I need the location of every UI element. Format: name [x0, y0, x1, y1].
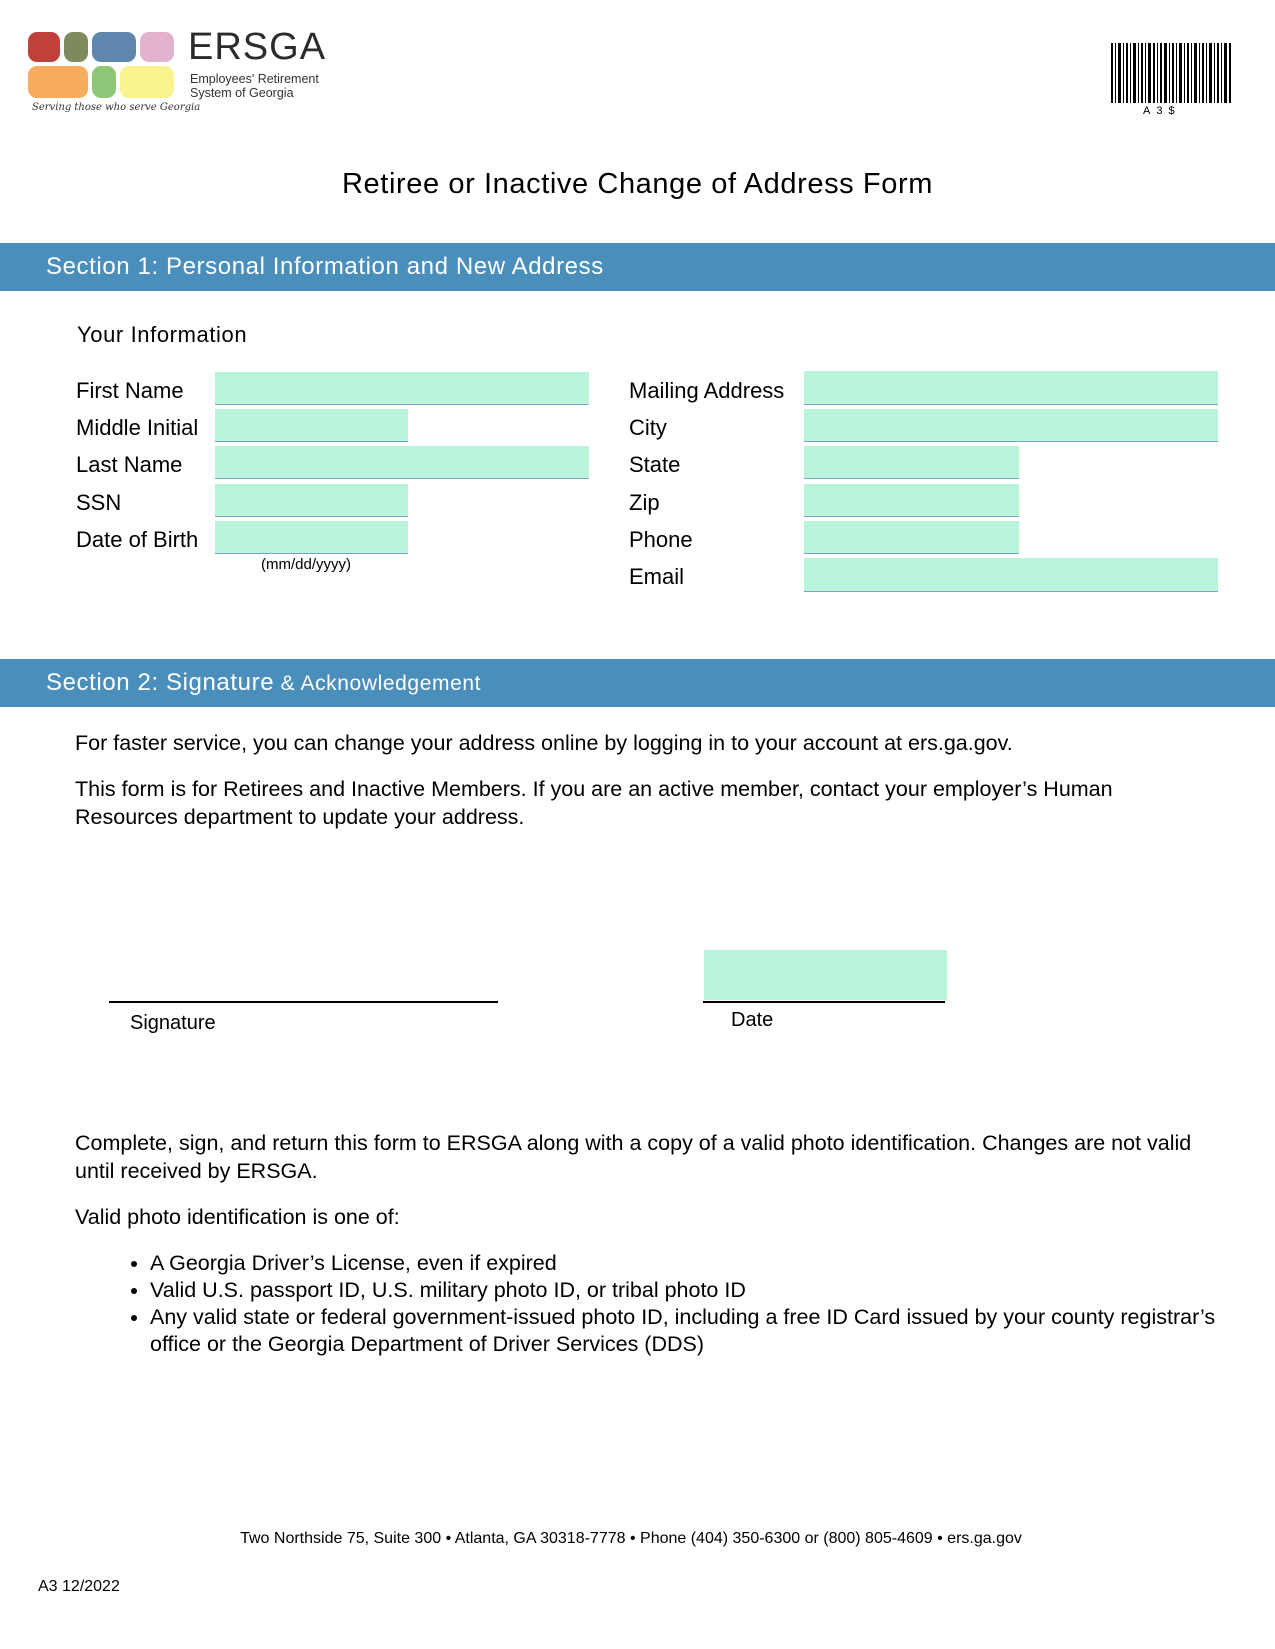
- barcode-text: A3$: [1143, 105, 1181, 117]
- date-of-birth-field[interactable]: [215, 521, 408, 554]
- ssn-field[interactable]: [215, 484, 408, 517]
- list-item: • A Georgia Driver’s License, even if expired: [150, 1250, 1250, 1277]
- list-item: • Any valid state or federal government-issued photo ID, including a free ID Card issued by your county registrar’s office or the Georgia Department of Driver Services (DDS): [150, 1304, 1250, 1358]
- ersga-logo: [28, 26, 328, 120]
- city-label: City: [629, 415, 667, 440]
- logo-wordmark: ERSGA: [188, 26, 327, 68]
- logo-block-olive: [64, 32, 88, 62]
- city-field[interactable]: [804, 409, 1218, 442]
- zip-label: Zip: [629, 490, 660, 515]
- form-number: A3 12/2022: [38, 1578, 120, 1595]
- section2-heading-main: Section 2: Signature: [46, 669, 275, 696]
- barcode-image: [1111, 43, 1231, 103]
- state-label: State: [629, 452, 681, 477]
- logo-subtitle: [190, 72, 319, 100]
- section2-heading-small: & Acknowledgement: [274, 672, 482, 695]
- phone-field[interactable]: [804, 521, 1019, 554]
- date-line: [703, 1001, 945, 1003]
- return-instructions: Complete, sign, and return this form to ERSGA along with a copy of a valid photo identification. Changes are not valid until received by ERSGA.: [75, 1131, 1192, 1183]
- date-field[interactable]: [704, 950, 947, 1000]
- email-label: Email: [629, 564, 685, 589]
- logo-block-yellow: [120, 66, 174, 98]
- section1-heading: Section 1: Personal Information and New Address: [46, 253, 604, 280]
- date-of-birth-label: Date of Birth: [76, 527, 199, 552]
- date-format-hint: (mm/dd/yyyy): [261, 556, 351, 573]
- eligibility-note: This form is for Retirees and Inactive Members. If you are an active member, contact your employer’s Human Resources department to update your address.: [75, 777, 1113, 829]
- valid-id-intro: Valid photo identification is one of:: [75, 1205, 400, 1229]
- footer-contact: Two Northside 75, Suite 300 • Atlanta, GA 30318-7778 • Phone (404) 350-6300 or (800) 805-4609 • ers.ga.gov: [240, 1530, 1022, 1547]
- last-name-field[interactable]: [215, 446, 589, 479]
- zip-field[interactable]: [804, 484, 1019, 517]
- valid-id-list: [115, 1250, 1250, 1358]
- date-label: Date: [731, 1009, 774, 1031]
- logo-block-green: [92, 66, 116, 98]
- logo-subtitle-line2: System of Georgia: [190, 86, 294, 100]
- middle-initial-field[interactable]: [215, 409, 408, 442]
- logo-block-orange: [28, 66, 88, 98]
- logo-block-pink: [140, 32, 174, 62]
- email-field[interactable]: [804, 558, 1218, 592]
- signature-label: Signature: [130, 1012, 216, 1034]
- section2-heading: [46, 669, 481, 697]
- state-field[interactable]: [804, 446, 1019, 479]
- signature-line[interactable]: [109, 1001, 498, 1003]
- section2-header: [0, 659, 1275, 707]
- logo-subtitle-line1: Employees' Retirement: [190, 72, 319, 86]
- page-title: Retiree or Inactive Change of Address Form: [342, 168, 933, 200]
- logo-block-red: [28, 32, 60, 62]
- ssn-label: SSN: [76, 490, 122, 515]
- first-name-field[interactable]: [215, 372, 589, 405]
- list-item: • Valid U.S. passport ID, U.S. military photo ID, or tribal photo ID: [150, 1277, 1250, 1304]
- your-information-heading: Your Information: [77, 322, 248, 347]
- mailing-address-label: Mailing Address: [629, 378, 785, 403]
- phone-label: Phone: [629, 527, 693, 552]
- mailing-address-field[interactable]: [804, 371, 1218, 405]
- first-name-label: First Name: [76, 378, 184, 403]
- middle-initial-label: Middle Initial: [76, 415, 199, 440]
- online-change-note: For faster service, you can change your address online by logging in to your account at ers.ga.gov.: [75, 731, 1013, 755]
- logo-tagline: Serving those who serve Georgia: [32, 102, 201, 113]
- logo-block-blue: [92, 32, 136, 62]
- last-name-label: Last Name: [76, 452, 183, 477]
- section1-header: [0, 243, 1275, 291]
